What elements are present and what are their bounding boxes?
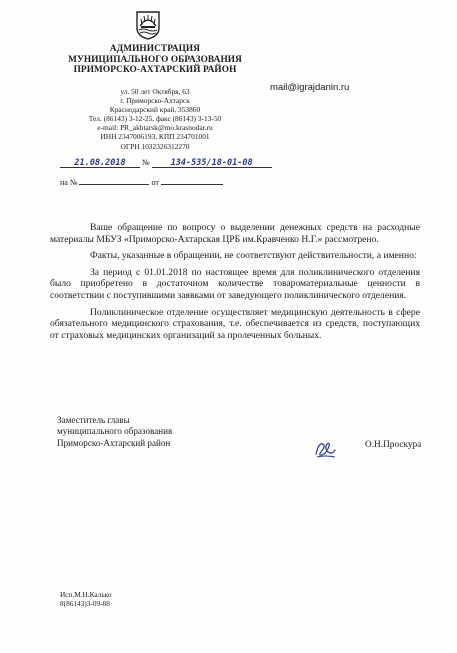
- ref-number-field: [79, 175, 149, 185]
- ogrn-line: ОГРН 1032326312270: [120, 141, 190, 151]
- position-line: Приморско-Ахтарский район: [57, 437, 171, 448]
- reference-line: [60, 175, 223, 187]
- ref-from-label: от: [151, 178, 159, 187]
- addressee-email: mail@igrajdanin.ru: [270, 82, 350, 93]
- email-line: e-mail: PR_akhtarsk@mo.krasnodar.ru: [97, 123, 213, 133]
- org-name-line: АДМИНИСТРАЦИЯ: [109, 44, 201, 54]
- body-paragraph: За период с 01.01.2018 по настоящее время для поликлинического отделения было приобретено в достаточном количестве товароматериальные ценности в соответствии с поступившими заявками от заведующего поликлинического отделения.: [50, 266, 420, 301]
- org-header: [20, 44, 290, 76]
- phone-line: Тел. (86143) 3-12-25, факс (86143) 3-13-50: [88, 114, 222, 124]
- coat-of-arms-icon: [135, 10, 161, 40]
- body-paragraph: Факты, указанные в обращении, не соответствуют действительности, а именно:: [90, 250, 417, 262]
- executor-phone: 8(86143)3-09-88: [60, 599, 110, 609]
- signatory-position: [57, 415, 172, 449]
- address-line: Краснодарский край, 353860: [109, 105, 201, 115]
- address-line: ул. 50 лет Октября, 63: [120, 87, 190, 96]
- org-name-line: ПРИМОРСКО-АХТАРСКИЙ РАЙОН: [73, 65, 237, 75]
- executor-name: Исп.М.Н.Калько: [60, 590, 112, 599]
- org-name-line: МУНИЦИПАЛЬНОГО ОБРАЗОВАНИЯ: [68, 54, 242, 65]
- executor-info: [60, 590, 112, 609]
- inn-line: ИНН 2347006193, КПП 234701001: [100, 132, 210, 142]
- reg-number-field: [152, 158, 272, 168]
- ref-label: на №: [60, 178, 78, 187]
- position-line: муниципального образования: [57, 426, 173, 437]
- reg-number: 134-535/18-01-08: [170, 158, 253, 168]
- reg-date-field: [60, 158, 140, 168]
- reg-number-label: №: [142, 158, 150, 167]
- position-line: Заместитель главы: [57, 415, 130, 425]
- reg-date: 21.08.2018: [74, 158, 126, 168]
- handwritten-signature: [313, 436, 339, 462]
- ref-date-field: [161, 175, 223, 185]
- body-paragraph: Ваше обращение по вопросу о выделении денежных средств на расходные материалы МБУЗ «Приморско-Ахтарская ЦРБ им.Кравченко Н.Г.» рассмотрено.: [50, 222, 420, 245]
- letter-body: [50, 222, 420, 346]
- body-paragraph: Поликлиническое отделение осуществляет медицинскую деятельность в сфере обязательного медицинского страхования, т.е. обеспечивается из средств, поступающих от страховых медицинских организаций за пролеченных больных.: [50, 306, 420, 341]
- address-line: г. Приморско-Ахтарск: [120, 96, 190, 106]
- registration-line: [60, 158, 272, 168]
- address-block: [20, 87, 290, 151]
- signatory-name: О.Н.Проскура: [365, 440, 422, 450]
